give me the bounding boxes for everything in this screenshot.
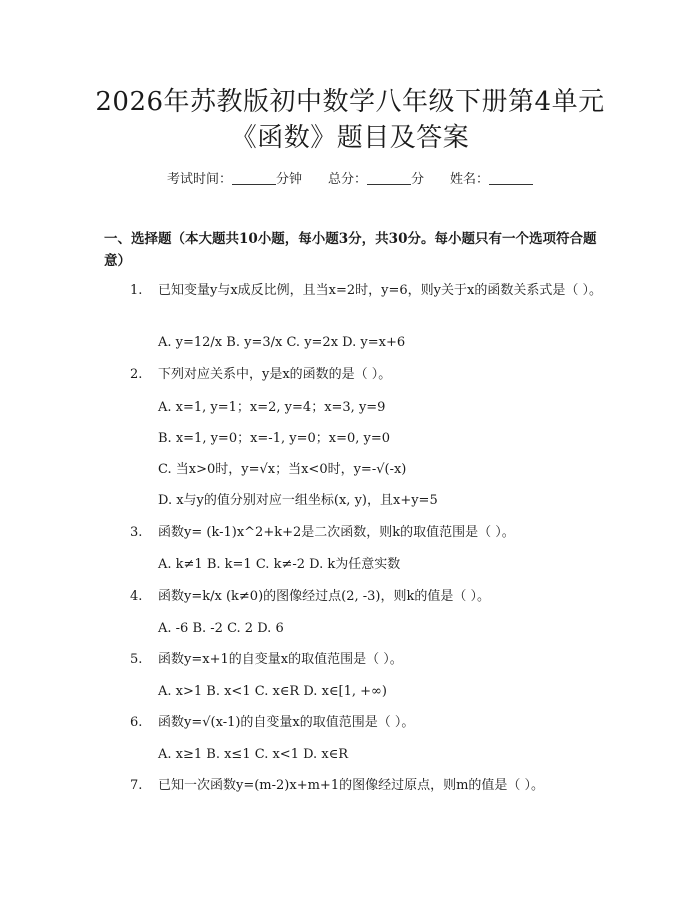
question-text: 函数y=√(x-1)的自变量x的取值范围是（ ）。 [158, 715, 415, 730]
question-6-options: A. x≥1 B. x≤1 C. x<1 D. x∈R [158, 747, 349, 762]
question-7 [104, 775, 602, 797]
question-number: 5. [130, 652, 143, 667]
question-1 [104, 280, 602, 302]
question-number: 7. [130, 778, 143, 793]
question-1-options: A. y=12/x B. y=3/x C. y=2x D. y=x+6 [158, 335, 406, 350]
question-2-option-d: D. x与y的值分别对应一组坐标(x, y)，且x+y=5 [158, 493, 438, 508]
question-5 [104, 649, 602, 671]
question-2 [104, 364, 602, 386]
question-4-options: A. -6 B. -2 C. 2 D. 6 [158, 621, 284, 636]
question-text: 函数y=x+1的自变量x的取值范围是（ ）。 [158, 652, 403, 667]
question-number: 3. [130, 525, 143, 540]
time-blank [232, 170, 276, 185]
time-unit: 分钟 [275, 172, 302, 187]
question-number: 4. [130, 589, 143, 604]
question-text: 函数y= (k-1)x^2+k+2是二次函数，则k的取值范围是（ ）。 [158, 525, 515, 540]
name-label: 姓名： [450, 172, 490, 187]
question-text: 函数y=k/x (k≠0)的图像经过点(2, -3)，则k的值是（ ）。 [158, 589, 490, 604]
question-number: 1. [130, 283, 143, 298]
title-line-1: 2026年苏教版初中数学八年级下册第4单元 [95, 87, 605, 117]
question-2-option-c: C. 当x>0时，y=√x；当x<0时，y=-√(-x) [158, 462, 407, 477]
time-label: 考试时间： [166, 172, 232, 187]
question-3 [104, 522, 602, 544]
score-blank [367, 170, 411, 185]
question-number: 2. [130, 367, 143, 382]
question-text: 下列对应关系中，y是x的函数的是（ ）。 [158, 367, 392, 382]
question-4 [104, 586, 602, 608]
title-line-2: 《函数》题目及答案 [230, 123, 470, 153]
question-6 [104, 712, 602, 734]
question-5-options: A. x>1 B. x<1 C. x∈R D. x∈[1, +∞) [158, 684, 387, 699]
question-number: 6. [130, 715, 143, 730]
question-2-option-b: B. x=1, y=0；x=-1, y=0；x=0, y=0 [158, 431, 391, 446]
question-text: 已知一次函数y=(m-2)x+m+1的图像经过原点，则m的值是（ ）。 [158, 778, 545, 793]
question-2-option-a: A. x=1, y=1；x=2, y=4；x=3, y=9 [158, 400, 386, 415]
section-heading: 一、选择题（本大题共10小题，每小题3分，共30分。每小题只有一个选项符合题意） [104, 231, 597, 269]
exam-info [0, 170, 700, 189]
question-3-options: A. k≠1 B. k=1 C. k≠-2 D. k为任意实数 [158, 557, 401, 572]
score-unit: 分 [411, 172, 425, 187]
question-text: 已知变量y与x成反比例，且当x=2时，y=6，则y关于x的函数关系式是（ ）。 [158, 283, 602, 298]
name-blank [489, 170, 533, 185]
score-label: 总分： [327, 172, 367, 187]
